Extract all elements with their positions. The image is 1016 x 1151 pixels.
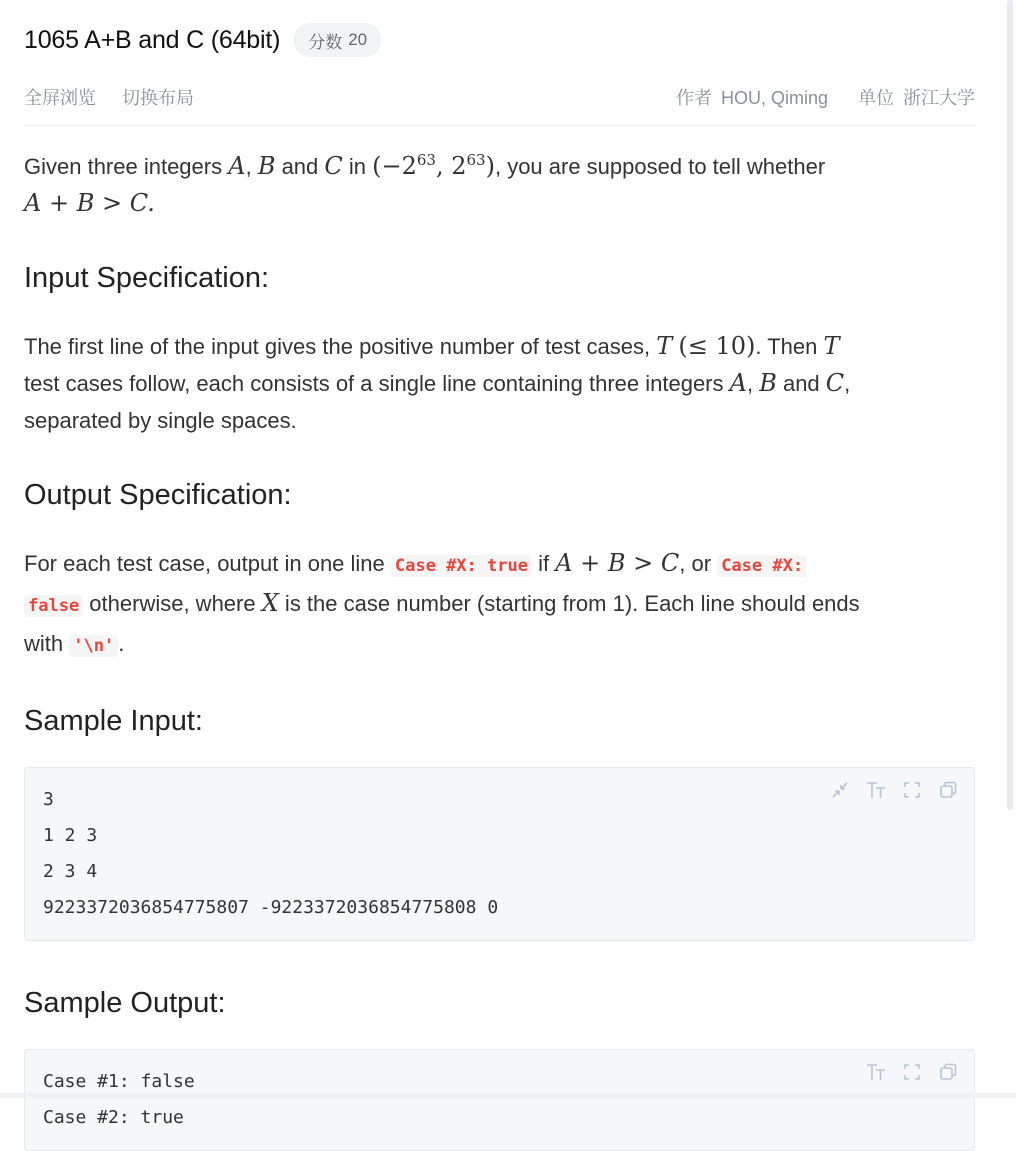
header-divider — [24, 125, 975, 126]
sample-input-box — [24, 767, 975, 941]
math-condition: A + B > C. — [24, 189, 155, 217]
font-size-icon[interactable] — [864, 778, 888, 802]
score-label: 分数 — [308, 32, 343, 52]
sample-output-box — [24, 1049, 975, 1151]
problem-content — [24, 148, 975, 1151]
math-b: B — [257, 152, 276, 180]
unit-label: 单位 — [857, 88, 894, 108]
copy-icon[interactable] — [936, 1060, 960, 1084]
math-a: A — [228, 152, 246, 180]
fullscreen-icon[interactable] — [900, 1060, 924, 1084]
math-b: B — [759, 369, 777, 397]
math-c: C — [324, 152, 343, 180]
copy-icon[interactable] — [936, 778, 960, 802]
problem-title: 1065 A+B and C (64bit) — [24, 25, 281, 54]
math-t-bound: (≤ 10) — [678, 332, 756, 360]
meta-row — [24, 82, 975, 112]
spec-text: The first line of the input gives the positive number of test cases, — [24, 334, 657, 359]
spec-text: is the case number (starting from 1). Each line should ends — [278, 591, 860, 616]
desc-text: , you are supposed to tell whether — [494, 154, 826, 179]
math-condition: A + B > C — [555, 549, 680, 577]
code-line: 3 — [43, 789, 54, 810]
spec-text: For each test case, output in one line — [24, 551, 391, 576]
fullscreen-link[interactable]: 全屏浏览 — [24, 88, 96, 108]
score-badge — [294, 23, 381, 57]
bottom-divider — [0, 1093, 1016, 1098]
score-value: 20 — [348, 30, 368, 49]
spec-text: separated by single spaces. — [24, 408, 297, 433]
input-spec-heading: Input Specification: — [24, 262, 270, 294]
math-t: T — [823, 332, 840, 360]
spec-text: , or — [679, 551, 718, 576]
input-spec-text: The first line of the input gives the positive number of test cases, T (≤ 10). Then T test cases follow, each consists of a single line containing three integers A, B and C, separated by single spaces. — [24, 332, 851, 433]
author-info — [676, 84, 828, 110]
inline-code-newline: '\n' — [69, 635, 118, 657]
font-size-icon[interactable] — [864, 1060, 888, 1084]
desc-text: in — [342, 154, 373, 179]
code-line: 9223372036854775807 -9223372036854775808 0 — [43, 897, 499, 918]
spec-text: and — [776, 371, 826, 396]
code-tools — [864, 1060, 960, 1084]
switch-layout-link[interactable]: 切换布局 — [122, 88, 194, 108]
desc-text: Given three integers — [24, 154, 229, 179]
code-tools — [828, 778, 960, 802]
code-line: 1 2 3 — [43, 825, 98, 846]
problem-description: Given three integers A, B and C in ($-2^{63}$, $2^{63}$), you are supposed to tell whether A + B > C. — [24, 151, 826, 217]
math-t: T — [656, 332, 673, 360]
title-row — [24, 20, 381, 60]
spec-text: . — [118, 631, 125, 656]
output-spec-text — [24, 545, 975, 665]
code-line: Case #2: true — [43, 1107, 184, 1128]
collapse-icon[interactable] — [828, 778, 852, 802]
scrollbar[interactable] — [1007, 0, 1013, 810]
math-range: ($-2^{63}$, $2^{63}$) — [372, 151, 495, 180]
author-label: 作者 — [675, 88, 712, 108]
spec-text: otherwise, where — [83, 591, 262, 616]
spec-text: , — [844, 371, 851, 396]
unit-value: 浙江大学 — [903, 88, 975, 108]
unit-info — [858, 84, 975, 110]
spec-text: test cases follow, each consists of a single line containing three integers — [24, 371, 730, 396]
sample-input-heading: Sample Input: — [24, 705, 203, 737]
fullscreen-icon[interactable] — [900, 778, 924, 802]
author-value: HOU, Qiming — [720, 88, 828, 108]
math-c: C — [825, 369, 845, 397]
spec-text: with — [24, 631, 70, 656]
inline-code-false-2: false — [24, 595, 83, 617]
code-line: 2 3 4 — [43, 861, 98, 882]
spec-text: . Then — [755, 334, 824, 359]
inline-code-false-1: Case #X: — [717, 555, 807, 577]
inline-code-true: Case #X: true — [391, 555, 532, 577]
code-line: Case #1: false — [43, 1071, 195, 1092]
desc-text: and — [275, 154, 325, 179]
math-a: A — [729, 369, 747, 397]
math-x: X — [261, 589, 279, 617]
output-spec-heading: Output Specification: — [24, 479, 292, 511]
sample-output-heading: Sample Output: — [24, 987, 226, 1019]
spec-text: if — [531, 551, 556, 576]
